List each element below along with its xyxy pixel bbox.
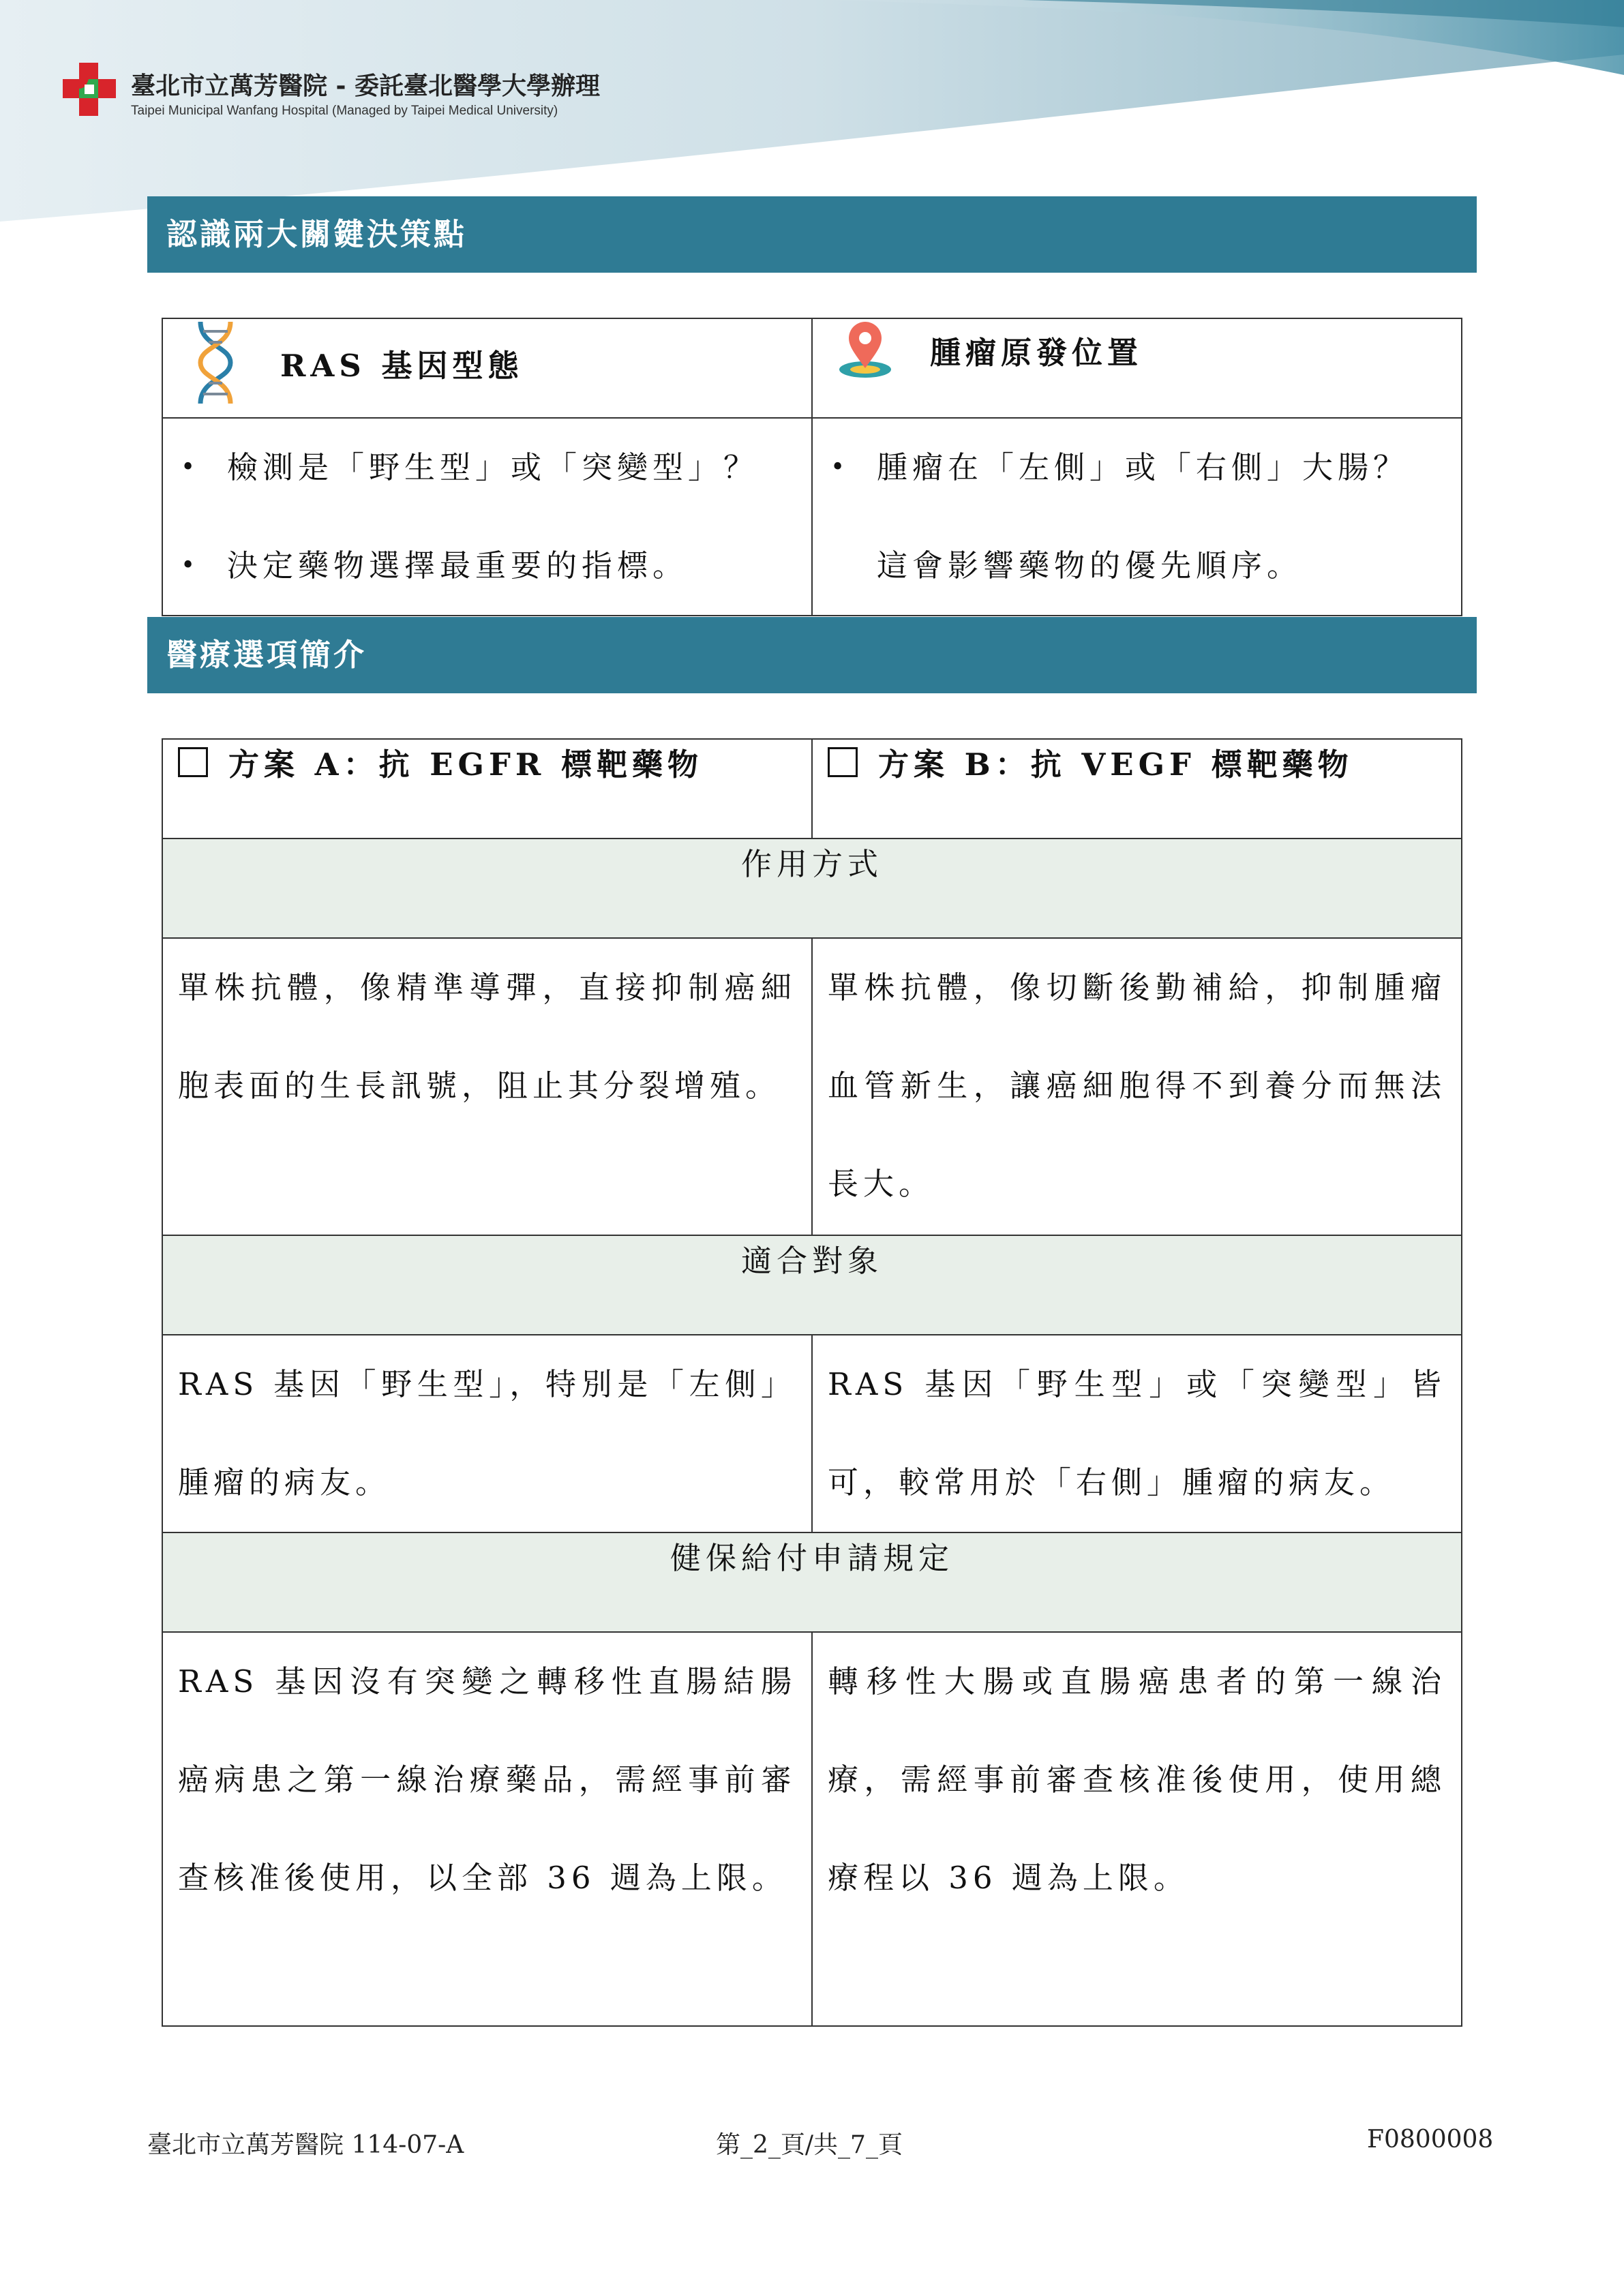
target-option-b: RAS 基因「野生型」或「突變型」皆可，較常用於「右側」腫瘤的病友。 [812, 1335, 1462, 1532]
option-a-checkbox[interactable] [178, 747, 208, 777]
bullet-item: 這會影響藥物的優先順序。 [877, 547, 1303, 584]
ras-bullets-cell [162, 418, 812, 616]
category-mechanism: 作用方式 [162, 839, 1462, 938]
insurance-option-a: RAS 基因沒有突變之轉移性直腸結腸癌病患之第一線治療藥品，需經事前審查核准後使用，以全部 36 週為上限。 [162, 1632, 812, 2026]
decision-points-table [162, 318, 1462, 616]
bullet-item: • 檢測是「野生型」或「突變型」？ [181, 449, 760, 485]
category-target-patients: 適合對象 [162, 1235, 1462, 1335]
tumor-location-header-cell [812, 318, 1462, 418]
hospital-logo [59, 59, 120, 120]
footer-page-number: 第_2_頁/共_7_頁 [716, 2131, 903, 2159]
ras-header-cell [162, 318, 812, 418]
target-option-a: RAS 基因「野生型」，特別是「左側」腫瘤的病友。 [162, 1335, 812, 1532]
footer-form-code: F0800008 [1367, 2126, 1494, 2154]
location-pin-icon [828, 319, 903, 380]
ras-heading: RAS 基因型態 [280, 347, 524, 384]
hospital-name-zh: 臺北市立萬芳醫院 - 委託臺北醫學大學辦理 [131, 72, 601, 100]
bullet-item: • 腫瘤在「左側」或「右側」大腸？ [830, 449, 1409, 485]
option-a-cell[interactable] [162, 739, 812, 839]
option-b-label: 方案 B：抗 VEGF 標靶藥物 [878, 746, 1353, 783]
dna-icon [178, 319, 253, 406]
treatment-options-table [162, 738, 1462, 2027]
tumor-location-heading: 腫瘤原發位置 [930, 334, 1143, 371]
section-title-treatment-options: 醫療選項簡介 [147, 617, 1477, 693]
option-a-label: 方案 A：抗 EGFR 標靶藥物 [228, 746, 703, 783]
tumor-location-bullets-cell [812, 418, 1462, 616]
bullet-item: • 決定藥物選擇最重要的指標。 [181, 547, 689, 584]
option-b-checkbox[interactable] [828, 747, 858, 777]
footer-hospital-code: 臺北市立萬芳醫院 114-07-A [147, 2131, 464, 2159]
section-title-decision-points: 認識兩大關鍵決策點 [147, 196, 1477, 273]
insurance-option-b: 轉移性大腸或直腸癌患者的第一線治療，需經事前審查核准後使用，使用總療程以 36 週為上限。 [812, 1632, 1462, 2026]
mechanism-option-a: 單株抗體，像精準導彈，直接抑制癌細胞表面的生長訊號，阻止其分裂增殖。 [162, 938, 812, 1235]
option-b-cell[interactable] [812, 739, 1462, 839]
mechanism-option-b: 單株抗體，像切斷後勤補給，抑制腫瘤血管新生，讓癌細胞得不到養分而無法長大。 [812, 938, 1462, 1235]
category-insurance-rules: 健保給付申請規定 [162, 1532, 1462, 1632]
hospital-name-en: Taipei Municipal Wanfang Hospital (Managed by Taipei Medical University) [131, 104, 558, 118]
